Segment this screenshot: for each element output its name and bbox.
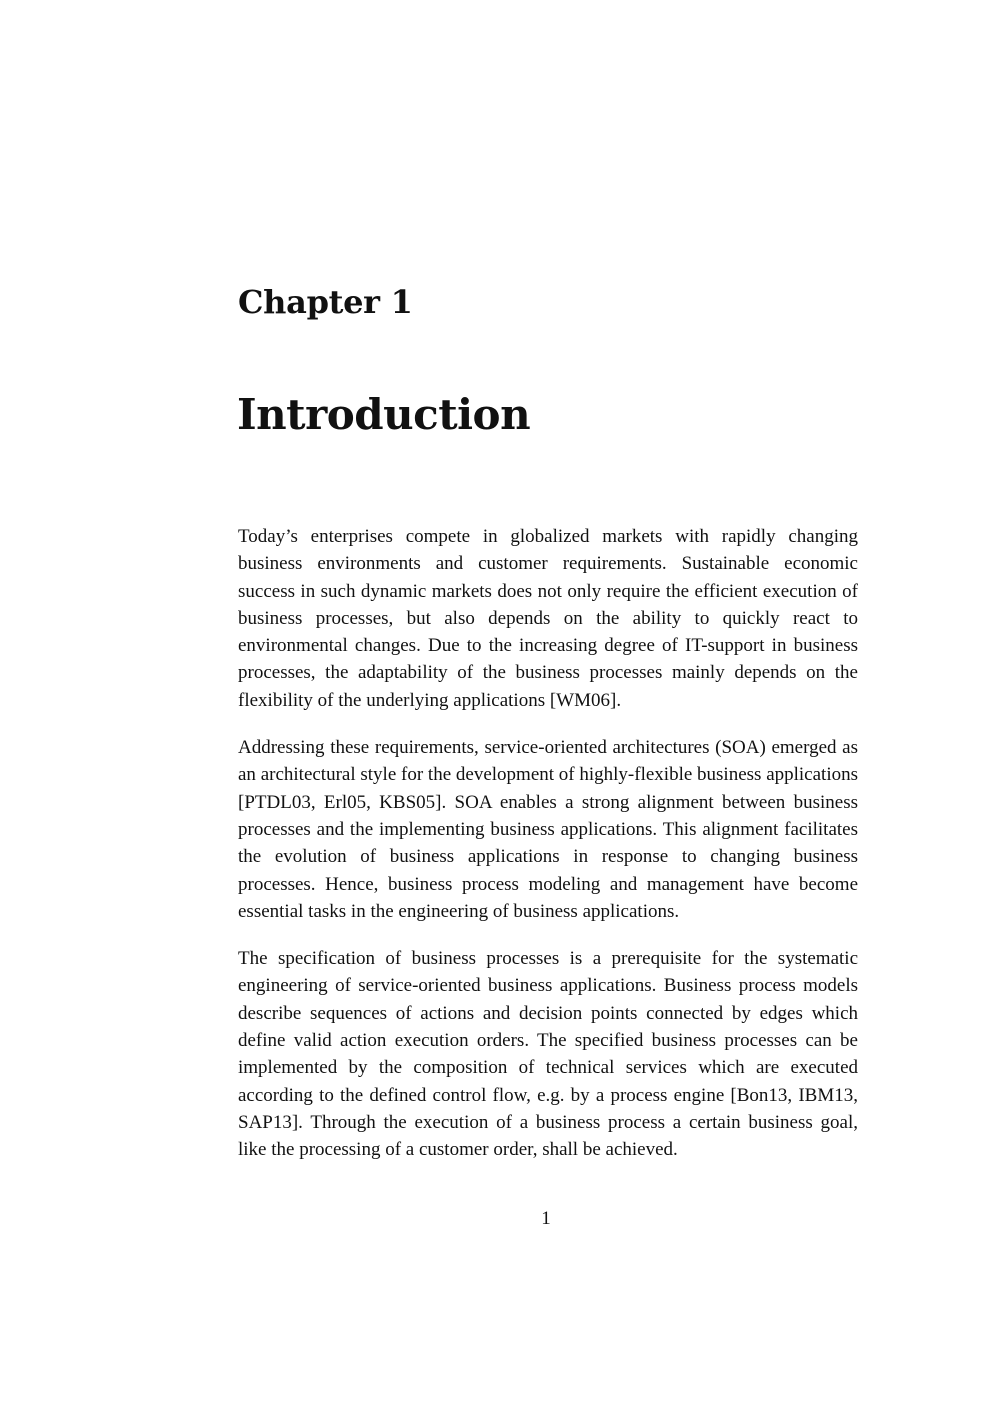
chapter-label: Chapter 1 [238, 283, 413, 321]
chapter-title: Introduction [237, 390, 531, 439]
paragraph-3: The specification of business processes is a prerequisite for the systematic engineering of service-oriented business applications. Business process models describe sequences of actions and decision points connected by edges which define valid action execution orders. The specified business processes can be implemented by the composition of technical services which are executed according to the defined control flow, e.g. by a process engine [Bon13, IBM13, SAP13]. Through the execution of a business process a certain business goal, like the processing of a customer order, shall be achieved. [238, 948, 858, 1161]
paragraph-2: Addressing these requirements, service-oriented architectures (SOA) emerged as an architectural style for the development of highly-flexible business applications [PTDL03, Erl05, KBS05]. SOA enables a strong alignment between business processes and the implementing business applications. This alignment facilitates the evolution of business applications in response to changing business processes. Hence, business process modeling and management have become essential tasks in the engineering of business applications. [238, 737, 858, 922]
paragraph-1: Today’s enterprises compete in globalized markets with rapidly changing business environments and customer requirements. Sustainable economic success in such dynamic markets does not only require the efficient execution of business processes, but also depends on the ability to quickly react to environmental changes. Due to the increasing degree of IT-support in business processes, the adaptability of the business processes mainly depends on the flexibility of the underlying applications [WM06]. [238, 526, 858, 711]
page-number: 1 [541, 1208, 551, 1229]
body-text [238, 523, 858, 1184]
